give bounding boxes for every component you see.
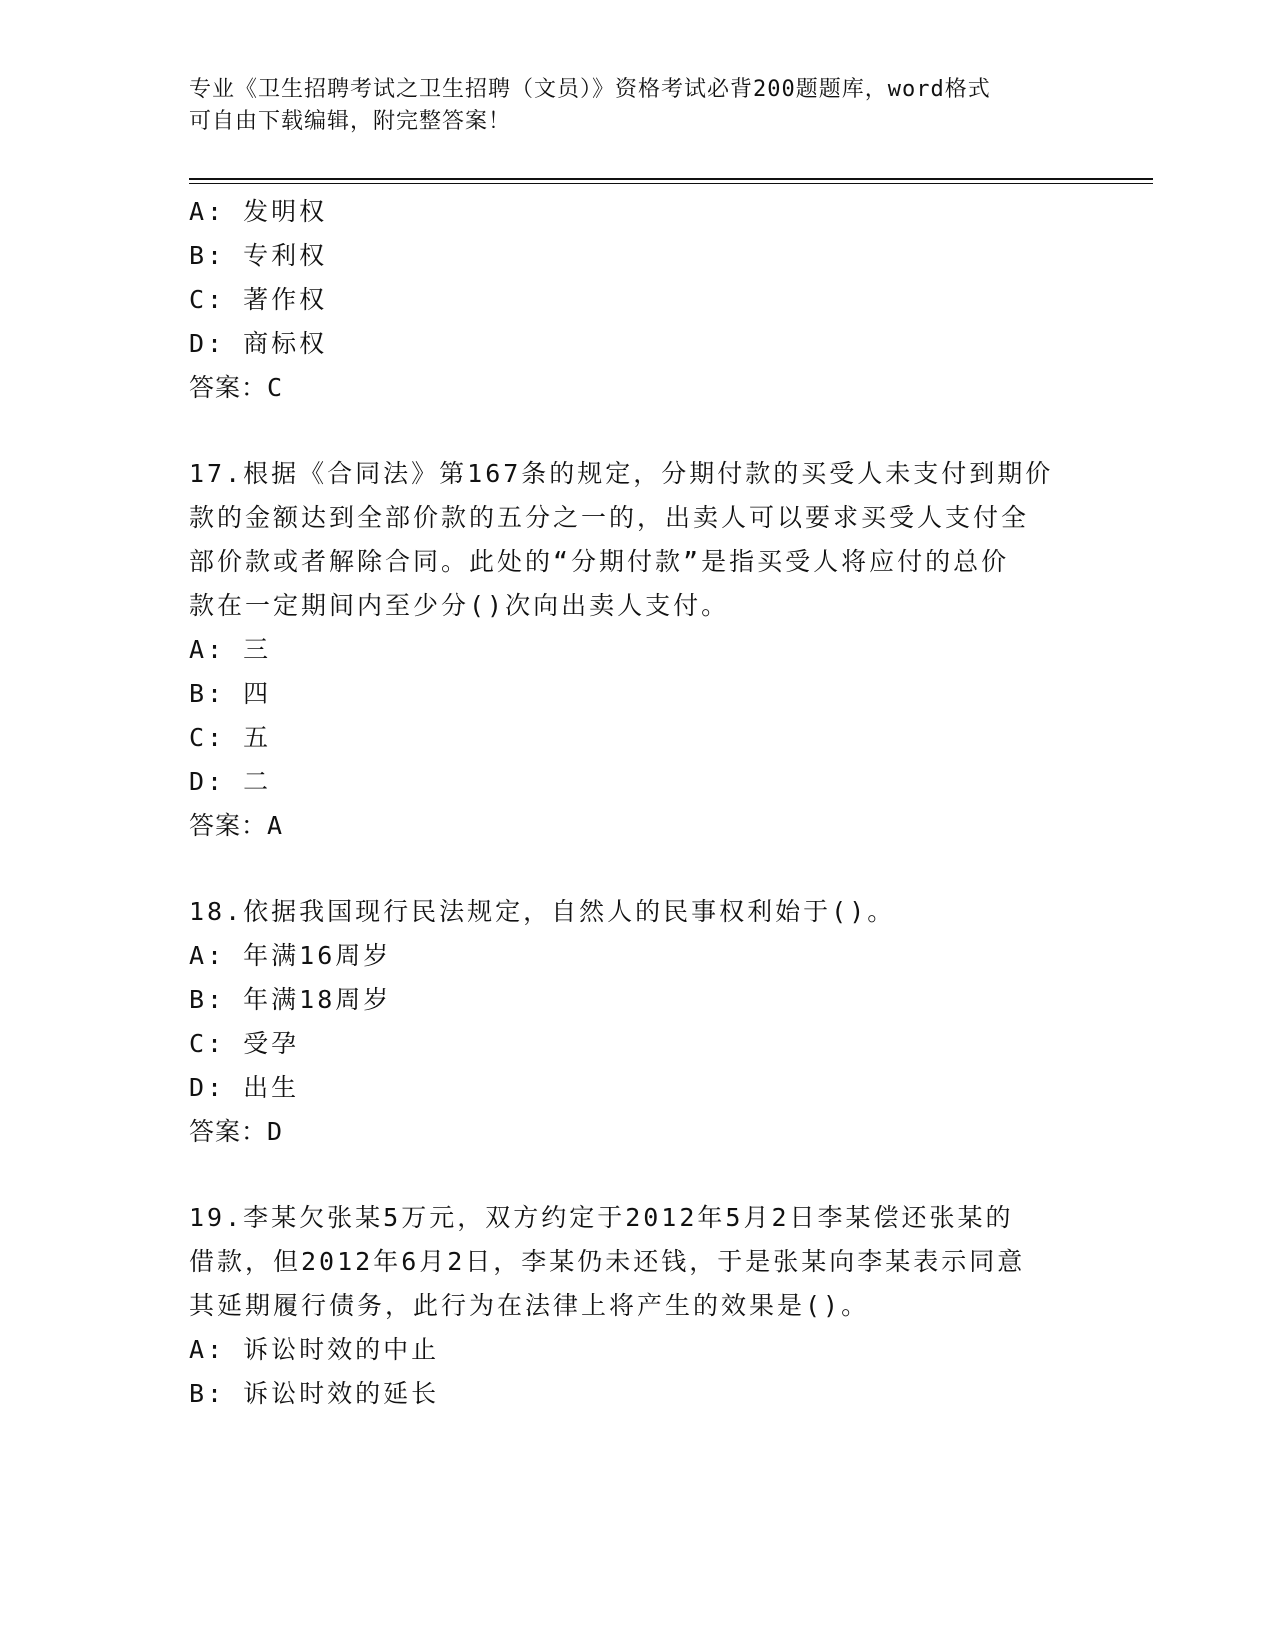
option-d: D: 出生 xyxy=(189,1073,300,1102)
option-a: A: 年满16周岁 xyxy=(189,941,392,970)
option-c: C: 著作权 xyxy=(189,285,328,314)
answer-line: 答案：D xyxy=(189,1117,284,1146)
answer-line: 答案：A xyxy=(189,811,284,840)
option-d: D: 二 xyxy=(189,767,272,796)
option-a: A: 诉讼时效的中止 xyxy=(189,1335,440,1364)
option-d: D: 商标权 xyxy=(189,329,328,358)
option-b: B: 专利权 xyxy=(189,241,328,270)
option-b: B: 诉讼时效的延长 xyxy=(189,1379,440,1408)
question-text: 款的金额达到全部价款的五分之一的，出卖人可以要求买受人支付全 xyxy=(189,503,1030,532)
header-divider xyxy=(189,178,1153,180)
header-divider xyxy=(189,183,1153,184)
option-a: A: 发明权 xyxy=(189,197,328,226)
question-text: 17.根据《合同法》第167条的规定，分期付款的买受人未支付到期价 xyxy=(189,459,1054,488)
header-line: 可自由下载编辑，附完整答案！ xyxy=(189,109,512,134)
question-text: 18.依据我国现行民法规定，自然人的民事权利始于()。 xyxy=(189,897,896,926)
header-line: 专业《卫生招聘考试之卫生招聘（文员）》资格考试必背200题题库，word格式 xyxy=(189,77,991,102)
option-b: B: 年满18周岁 xyxy=(189,985,392,1014)
question-text: 19.李某欠张某5万元，双方约定于2012年5月2日李某偿还张某的 xyxy=(189,1203,1014,1232)
option-b: B: 四 xyxy=(189,679,272,708)
answer-line: 答案：C xyxy=(189,373,284,402)
question-text: 借款，但2012年6月2日，李某仍未还钱，于是张某向李某表示同意 xyxy=(189,1247,1026,1276)
document-header xyxy=(189,74,1089,138)
question-text: 其延期履行债务，此行为在法律上将产生的效果是()。 xyxy=(189,1291,870,1320)
option-a: A: 三 xyxy=(189,635,272,664)
option-c: C: 受孕 xyxy=(189,1029,300,1058)
question-text: 部价款或者解除合同。此处的“分期付款”是指买受人将应付的总价 xyxy=(189,547,1010,576)
question-text: 款在一定期间内至少分()次向出卖人支付。 xyxy=(189,591,730,620)
option-c: C: 五 xyxy=(189,723,272,752)
